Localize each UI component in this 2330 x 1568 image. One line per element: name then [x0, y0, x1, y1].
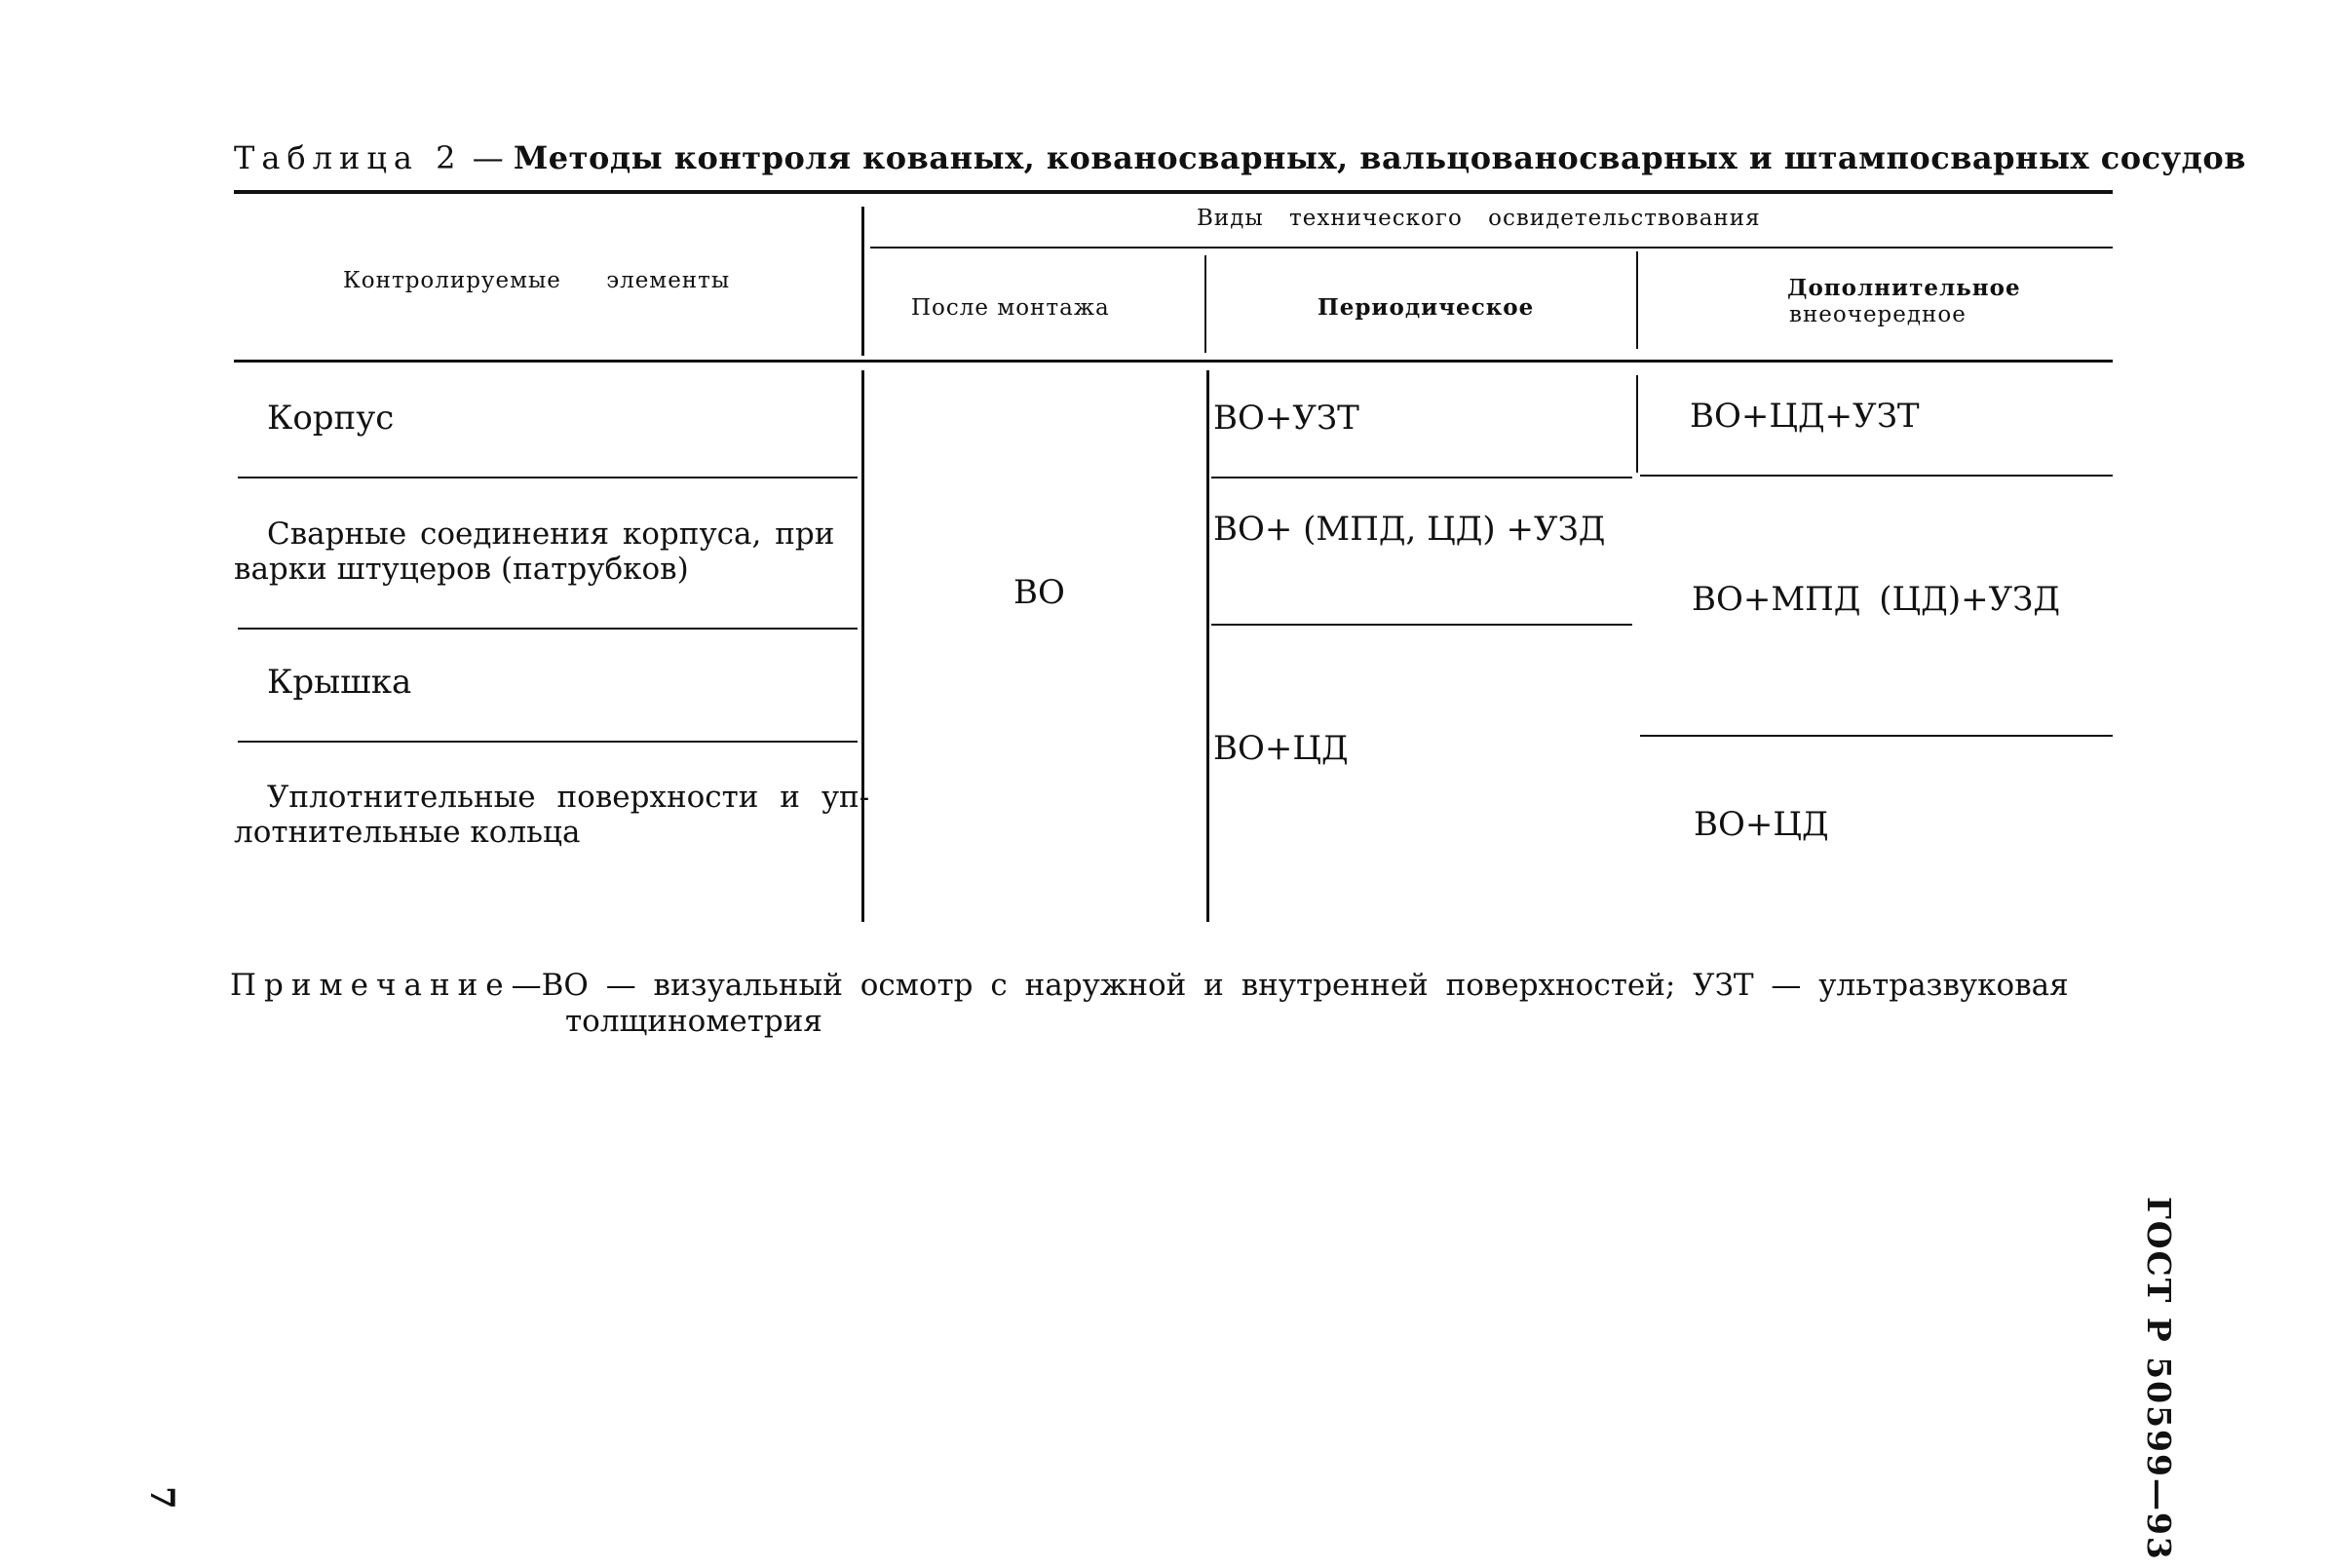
table-group-rule	[870, 247, 2113, 249]
periodic-value-body: ВО+УЗТ	[1213, 399, 1359, 438]
row-label-welds	[234, 516, 848, 587]
row-rule-periodic-2	[1211, 624, 1632, 626]
header-additional-line2: внеочередное	[1789, 302, 1967, 327]
table-caption-label: Таблица 2	[234, 139, 463, 176]
after-installation-value: ВО	[1013, 573, 1065, 612]
header-controlled-elements: Контролируемые элементы	[343, 268, 731, 293]
periodic-value-cover-seals: ВО+ЦД	[1213, 729, 1349, 768]
row-label-cover: Крышка	[267, 663, 412, 702]
table-caption-dash: —	[472, 139, 504, 176]
header-divider-1	[861, 207, 864, 356]
header-periodic: Периодическое	[1318, 294, 1535, 321]
header-divider-3	[1636, 251, 1638, 349]
header-inspection-types: Виды технического освидетельствования	[1197, 206, 1761, 231]
body-divider-2	[1206, 370, 1209, 922]
note-dash: —	[511, 968, 542, 1003]
row-rule-periodic-1	[1211, 477, 1632, 478]
row-label-seals	[234, 780, 870, 850]
row-rule-elements-3	[238, 741, 858, 743]
header-additional-line1: Дополнительное	[1787, 275, 2021, 301]
table-header-rule	[234, 360, 2113, 363]
additional-value-welds-cover: ВО+МПД (ЦД)+УЗД	[1692, 580, 2060, 619]
note-label: Примечание	[230, 968, 512, 1003]
header-after-installation: После монтажа	[911, 295, 1110, 321]
table-top-rule	[234, 190, 2113, 194]
row-rule-additional-1	[1640, 475, 2113, 477]
header-divider-2	[1204, 255, 1206, 353]
note-line2: толщинометрия	[565, 1004, 822, 1039]
table-caption	[234, 139, 2246, 176]
row-label-welds-line1: Сварные соединения корпуса, при	[267, 516, 835, 552]
periodic-value-welds: ВО+ (МПД, ЦД) +УЗД	[1213, 510, 1606, 549]
row-label-body: Корпус	[267, 399, 395, 438]
row-label-seals-line2: лотнительные кольца	[234, 815, 581, 850]
body-divider-1	[861, 370, 864, 922]
row-rule-additional-2	[1640, 735, 2113, 737]
body-divider-3	[1636, 375, 1638, 473]
row-rule-elements-1	[238, 477, 858, 478]
additional-value-seals: ВО+ЦД	[1694, 805, 1829, 844]
table-note	[230, 968, 2069, 1003]
table-caption-text: Методы контроля кованых, кованосварных, вальцованосварных и штампосварных сосудов	[513, 139, 2246, 176]
row-rule-elements-2	[238, 628, 858, 630]
note-line1: ВО — визуальный осмотр с наружной и внутренней поверхностей; УЗТ — ультразвуковая	[541, 968, 2069, 1003]
standard-designation: ГОСТ Р 50599—93	[2140, 1197, 2178, 1561]
additional-value-body: ВО+ЦД+УЗТ	[1690, 397, 1920, 436]
row-label-welds-line2: варки штуцеров (патрубков)	[234, 552, 689, 587]
row-label-seals-line1: Уплотнительные поверхности и уп-	[267, 780, 870, 815]
page-number: 7	[142, 1486, 181, 1510]
